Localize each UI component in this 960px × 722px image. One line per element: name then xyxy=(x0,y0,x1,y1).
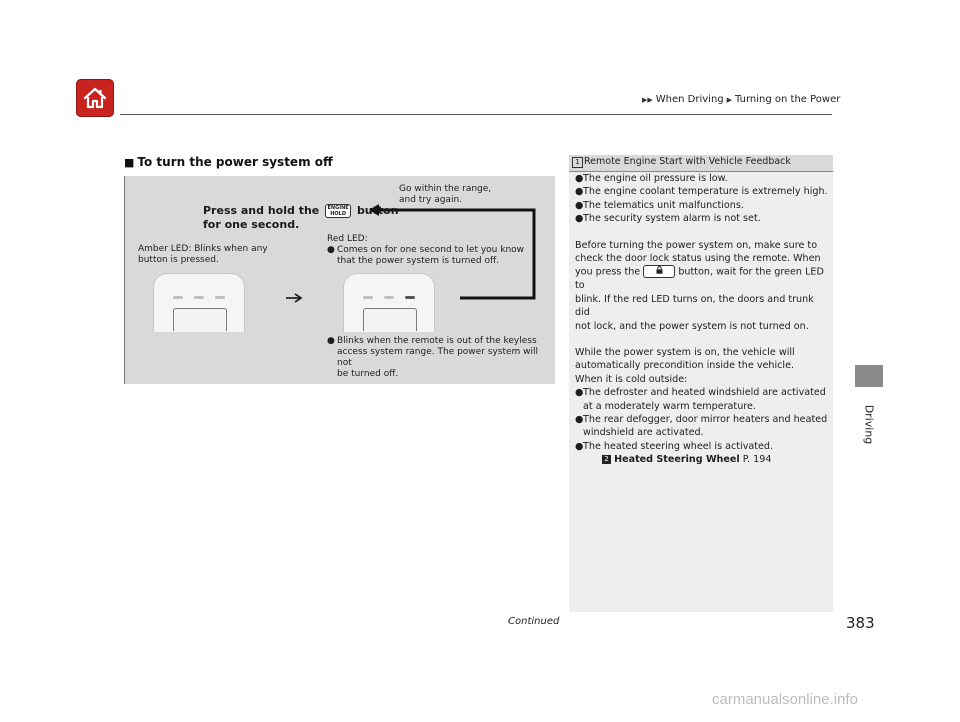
instruction-text: Press and hold the ENGINE HOLD button for one second. xyxy=(203,204,399,231)
note-paragraph-lock-status: Before turning the power system on, make sure to check the door lock status using the remote. When you press the button, wait for the green LED to blink. If the red LED turns on, the doors and trunk did not lock, and the power system is not turned on. xyxy=(575,239,824,332)
lock-icon xyxy=(656,266,663,274)
led-indicator xyxy=(363,296,373,299)
continued-label: Continued xyxy=(508,616,560,627)
breadcrumb-separator-icon: ▶▶ xyxy=(642,95,653,104)
note-body xyxy=(575,172,829,467)
note-bullet: ● The telematics unit malfunctions. xyxy=(575,199,744,211)
led-indicator xyxy=(384,296,394,299)
section-title: ■ To turn the power system off xyxy=(124,155,333,169)
note-paragraph-precondition: While the power system is on, the vehicle will automatically precondition inside the vehicle. When it is cold outside: xyxy=(575,346,795,385)
led-indicator xyxy=(194,296,204,299)
watermark: carmanualsonline.info xyxy=(712,691,858,708)
note-bullet: ● The engine oil pressure is low. xyxy=(575,173,728,184)
engine-start-button-icon: ENGINE HOLD xyxy=(325,204,351,218)
note-bullet: ● The rear defogger, door mirror heaters and heated windshield are activated. xyxy=(575,414,828,439)
led-indicator xyxy=(173,296,183,299)
breadcrumb-item-turning-on-power[interactable]: Turning on the Power xyxy=(735,94,841,105)
home-icon xyxy=(82,85,108,111)
page-number: 383 xyxy=(846,614,875,632)
breadcrumb-item-when-driving[interactable]: When Driving xyxy=(655,94,724,105)
breadcrumb-separator-icon: ▶ xyxy=(726,95,733,104)
remote-fob-red xyxy=(343,273,435,332)
note-number-icon: 1 xyxy=(572,157,583,168)
header-divider xyxy=(120,114,832,115)
remote-button xyxy=(363,308,417,331)
remote-fob-amber xyxy=(153,273,245,332)
cross-reference-link[interactable]: 2 Heated Steering Wheel P. 194 xyxy=(575,453,829,466)
amber-led-caption: Amber LED: Blinks when any button is pressed. xyxy=(138,244,268,265)
home-button[interactable] xyxy=(76,79,114,117)
chapter-tab-marker xyxy=(855,365,883,387)
out-of-range-caption: ● Blinks when the remote is out of the keyless access system range. The power system will not be turned off. xyxy=(327,336,539,379)
xref-arrow-icon: 2 xyxy=(602,455,611,464)
section-square-icon: ■ xyxy=(124,156,135,169)
led-indicator xyxy=(215,296,225,299)
breadcrumb xyxy=(642,94,840,105)
note-bullet: ● The security system alarm is not set. xyxy=(575,213,761,225)
note-title: Remote Engine Start with Vehicle Feedback xyxy=(584,156,791,167)
illustration-panel xyxy=(124,176,555,384)
note-header xyxy=(569,155,833,172)
remote-button xyxy=(173,308,227,331)
red-led-caption: Red LED: ● Comes on for one second to let you know that the power system is turned off. xyxy=(327,234,525,266)
note-bullet: ● The engine coolant temperature is extremely high. xyxy=(575,186,828,198)
note-bullet: ● The defroster and heated windshield are activated at a moderately warm temperature. xyxy=(575,387,826,412)
go-within-range-text: Go within the range, and try again. xyxy=(399,184,492,205)
note-bullet: ● The heated steering wheel is activated. xyxy=(575,440,774,452)
chapter-tab-label: Driving xyxy=(862,404,876,445)
lock-button-icon xyxy=(643,265,675,278)
red-led-indicator xyxy=(405,296,415,299)
